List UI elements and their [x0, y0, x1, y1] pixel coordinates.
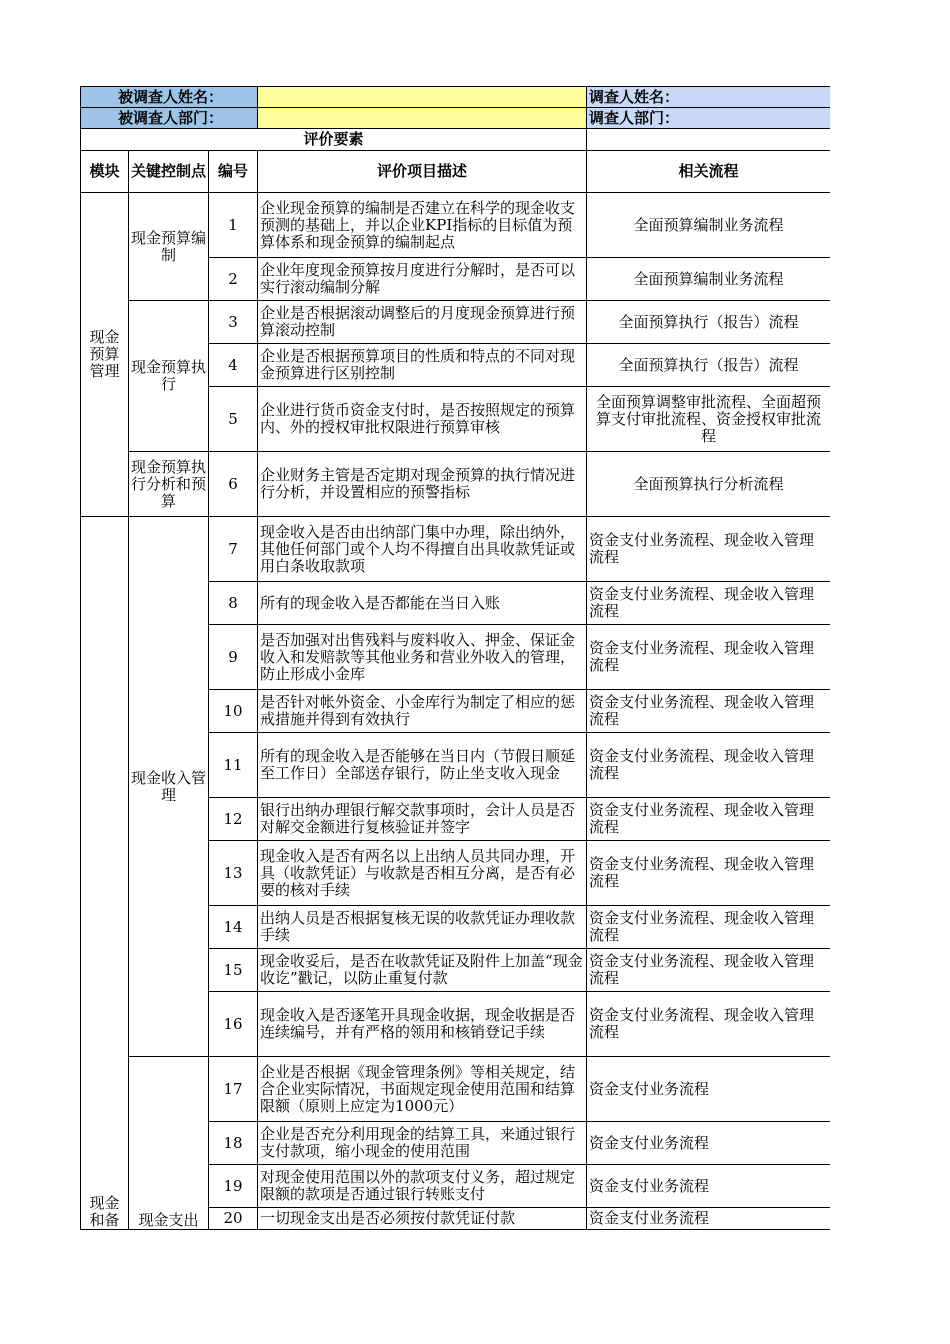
row-number: 18 [209, 1122, 258, 1165]
row-description: 出纳人员是否根据复核无误的收款凭证办理收款手续 [258, 906, 587, 949]
module-cell: 现金和备 [81, 517, 129, 1230]
control-cell: 现金预算执行 [129, 301, 209, 452]
row-description: 所有的现金收入是否能够在当日内（节假日顺延至工作日）全部送存银行，防止坐支收入现金 [258, 733, 587, 798]
row-number: 3 [209, 301, 258, 344]
row-number: 14 [209, 906, 258, 949]
row-number: 1 [209, 193, 258, 258]
col-module: 模块 [81, 151, 129, 193]
row-description: 银行出纳办理银行解交款事项时，会计人员是否对解交金额进行复核验证并签字 [258, 798, 587, 841]
row-number: 4 [209, 344, 258, 387]
row-process: 资金支付业务流程、现金收入管理流程 [587, 625, 830, 690]
row-description: 现金收妥后，是否在收款凭证及附件上加盖“现金收讫”戳记，以防止重复付款 [258, 949, 587, 992]
row-number: 20 [209, 1208, 258, 1230]
row-number: 10 [209, 690, 258, 733]
row-process: 资金支付业务流程、现金收入管理流程 [587, 582, 830, 625]
row-number: 8 [209, 582, 258, 625]
row-process: 资金支付业务流程、现金收入管理流程 [587, 841, 830, 906]
row-process: 资金支付业务流程、现金收入管理流程 [587, 733, 830, 798]
row-process: 全面预算调整审批流程、全面超预算支付审批流程、资金授权审批流程 [587, 387, 830, 452]
col-description: 评价项目描述 [258, 151, 587, 193]
row-description: 企业财务主管是否定期对现金预算的执行情况进行分析，并设置相应的预警指标 [258, 452, 587, 517]
row-number: 16 [209, 992, 258, 1057]
control-cell: 现金预算编制 [129, 193, 209, 301]
table-row [81, 452, 831, 517]
row-process: 全面预算执行（报告）流程 [587, 301, 830, 344]
row-process: 全面预算执行分析流程 [587, 452, 830, 517]
row-description: 企业是否根据预算项目的性质和特点的不同对现金预算进行区别控制 [258, 344, 587, 387]
row-description: 企业年度现金预算按月度进行分解时，是否可以实行滚动编制分解 [258, 258, 587, 301]
evaluation-table [80, 86, 830, 1230]
row-number: 17 [209, 1057, 258, 1122]
row-description: 所有的现金收入是否都能在当日入账 [258, 582, 587, 625]
row-number: 15 [209, 949, 258, 992]
row-description: 企业现金预算的编制是否建立在科学的现金收支预测的基础上，并以企业KPI指标的目标值为预算体系和现金预算的编制起点 [258, 193, 587, 258]
eval-elements-row [81, 129, 831, 151]
control-cell: 现金收入管理 [129, 517, 209, 1057]
eval-elements-heading: 评价要素 [81, 129, 587, 151]
row-description: 企业进行货币资金支付时，是否按照规定的预算内、外的授权审批权限进行预算审核 [258, 387, 587, 452]
row-process: 资金支付业务流程 [587, 1122, 830, 1165]
row-process: 资金支付业务流程、现金收入管理流程 [587, 690, 830, 733]
row-description: 企业是否充分利用现金的结算工具，来通过银行支付款项，缩小现金的使用范围 [258, 1122, 587, 1165]
row-process: 资金支付业务流程 [587, 1165, 830, 1208]
control-cell: 现金预算执行分析和预算 [129, 452, 209, 517]
row-process: 资金支付业务流程、现金收入管理流程 [587, 798, 830, 841]
row-description: 现金收入是否逐笔开具现金收据，现金收据是否连续编号，并有严格的领用和核销登记手续 [258, 992, 587, 1057]
col-number: 编号 [209, 151, 258, 193]
respondent-dept-label: 被调查人部门： [81, 108, 258, 129]
col-process: 相关流程 [587, 151, 830, 193]
header-row-dept [81, 108, 831, 129]
row-process: 资金支付业务流程 [587, 1057, 830, 1122]
row-process: 资金支付业务流程、现金收入管理流程 [587, 992, 830, 1057]
row-description: 对现金使用范围以外的款项支付义务，超过规定限额的款项是否通过银行转账支付 [258, 1165, 587, 1208]
row-number: 19 [209, 1165, 258, 1208]
row-process: 资金支付业务流程、现金收入管理流程 [587, 517, 830, 582]
table-row [81, 1057, 831, 1122]
row-number: 13 [209, 841, 258, 906]
row-description: 一切现金支出是否必须按付款凭证付款 [258, 1208, 587, 1230]
row-description: 是否针对帐外资金、小金库行为制定了相应的惩戒措施并得到有效执行 [258, 690, 587, 733]
spreadsheet [80, 86, 830, 1234]
column-header-row [81, 151, 831, 193]
row-description: 现金收入是否有两名以上出纳人员共同办理，开具（收款凭证）与收款是否相互分离，是否有必要的核对手续 [258, 841, 587, 906]
row-process: 资金支付业务流程 [587, 1208, 830, 1230]
table-row [81, 517, 831, 582]
respondent-dept-cell[interactable] [258, 108, 587, 129]
row-number: 11 [209, 733, 258, 798]
table-row [81, 193, 831, 258]
module-cell: 现金预算管理 [81, 193, 129, 517]
header-row-name [81, 87, 831, 108]
investigator-dept-label: 调查人部门： [587, 108, 830, 129]
row-number: 12 [209, 798, 258, 841]
row-number: 9 [209, 625, 258, 690]
row-description: 企业是否根据《现金管理条例》等相关规定，结合企业实际情况，书面规定现金使用范围和结算限额（原则上应定为1000元） [258, 1057, 587, 1122]
row-number: 7 [209, 517, 258, 582]
control-cell: 现金支出 [129, 1057, 209, 1230]
table-row [81, 301, 831, 344]
row-process: 资金支付业务流程、现金收入管理流程 [587, 906, 830, 949]
row-process: 全面预算执行（报告）流程 [587, 344, 830, 387]
row-description: 企业是否根据滚动调整后的月度现金预算进行预算滚动控制 [258, 301, 587, 344]
row-number: 2 [209, 258, 258, 301]
investigator-name-label: 调查人姓名： [587, 87, 830, 108]
row-number: 6 [209, 452, 258, 517]
row-process: 资金支付业务流程、现金收入管理流程 [587, 949, 830, 992]
row-description: 是否加强对出售残料与废料收入、押金、保证金收入和发赔款等其他业务和营业外收入的管理，防止形成小金库 [258, 625, 587, 690]
row-description: 现金收入是否由出纳部门集中办理，除出纳外，其他任何部门或个人均不得擅自出具收款凭证或用白条收取款项 [258, 517, 587, 582]
eval-elements-blank [587, 129, 830, 151]
row-process: 全面预算编制业务流程 [587, 258, 830, 301]
respondent-name-label: 被调查人姓名： [81, 87, 258, 108]
row-process: 全面预算编制业务流程 [587, 193, 830, 258]
row-number: 5 [209, 387, 258, 452]
respondent-name-cell[interactable] [258, 87, 587, 108]
col-control: 关键控制点 [129, 151, 209, 193]
